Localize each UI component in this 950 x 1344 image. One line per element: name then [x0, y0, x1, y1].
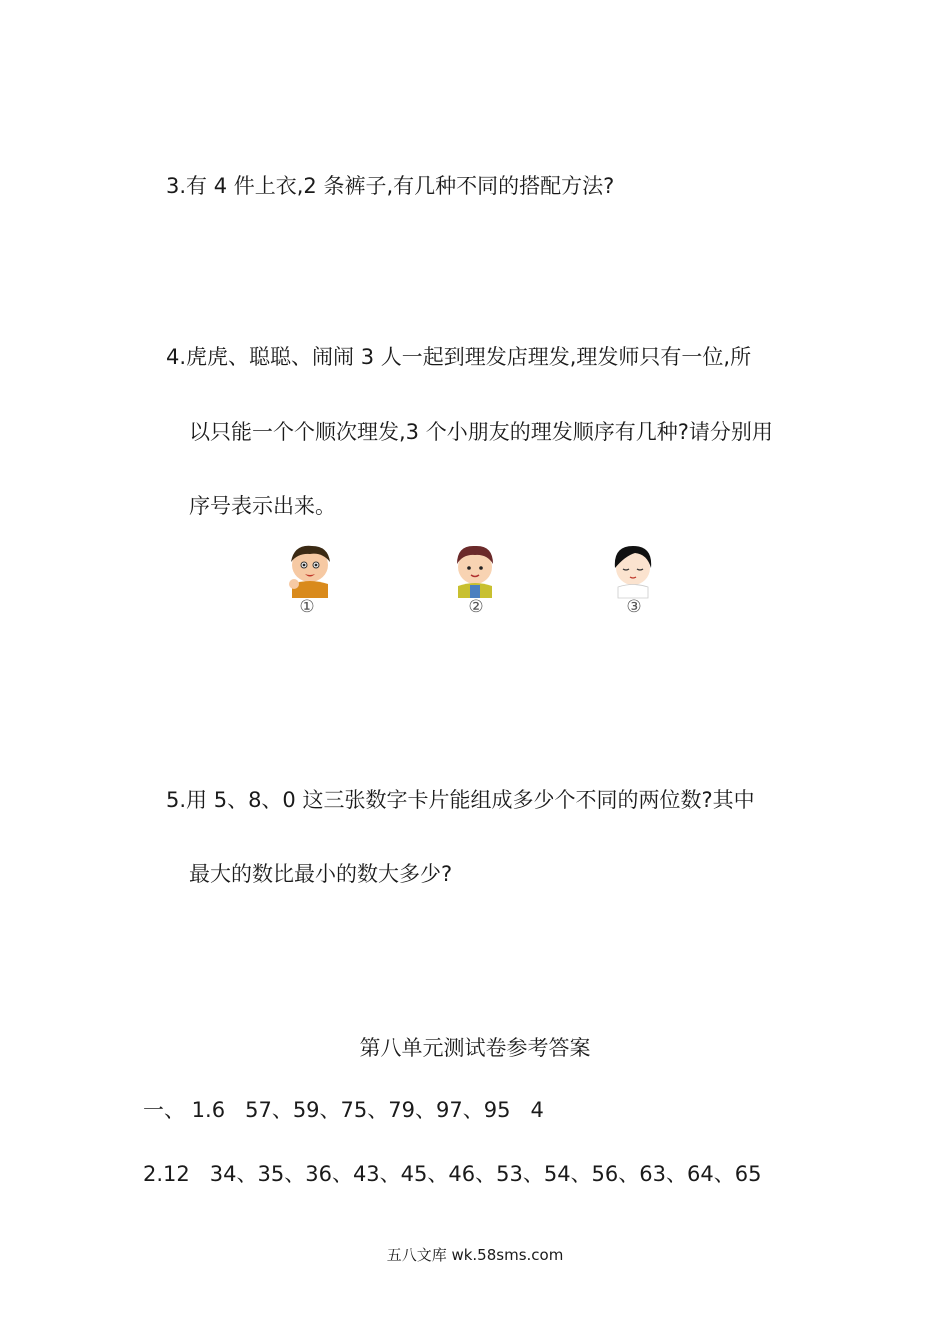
answer-title: 第八单元测试卷参考答案	[359, 1036, 591, 1060]
answer-line-1: 一、 1.6 57、59、75、79、97、95 4	[143, 1098, 544, 1122]
question-4-line-1: 4.虎虎、聪聪、闹闹 3 人一起到理发店理发,理发师只有一位,所	[166, 345, 752, 369]
question-4-line-3: 序号表示出来。	[189, 494, 336, 518]
footer-watermark: 五八文库 wk.58sms.com	[386, 1246, 564, 1264]
question-3: 3.有 4 件上衣,2 条裤子,有几种不同的搭配方法?	[166, 174, 615, 198]
question-5-line-2: 最大的数比最小的数大多少?	[189, 862, 453, 886]
kid-3-label: ③	[626, 597, 642, 617]
kid-2-label: ②	[468, 597, 484, 617]
answer-line-2: 2.12 34、35、36、43、45、46、53、54、56、63、64、65	[143, 1162, 762, 1186]
question-4-line-2: 以只能一个个顺次理发,3 个小朋友的理发顺序有几种?请分别用	[189, 420, 773, 444]
question-5-line-1: 5.用 5、8、0 这三张数字卡片能组成多少个不同的两位数?其中	[166, 788, 755, 812]
kid-1-label: ①	[299, 597, 315, 617]
